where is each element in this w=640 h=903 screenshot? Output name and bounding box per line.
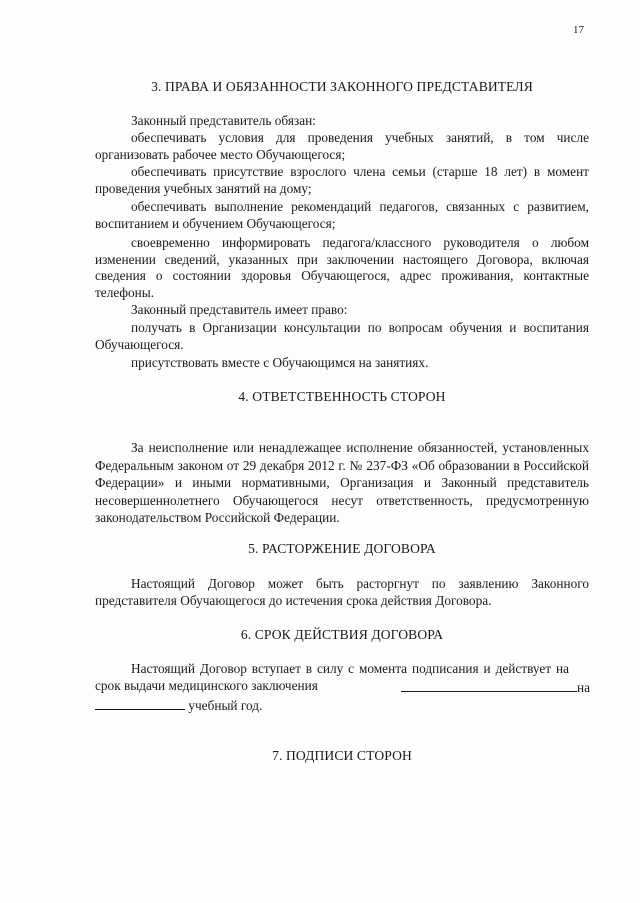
school-year-suffix: учебный год. [188,698,263,713]
right-1: получать в Организации консультации по вопросам обучения и воспитания Обучающегося. [95,320,589,352]
page-number: 17 [573,24,584,36]
section-5-heading: 5. РАСТОРЖЕНИЕ ДОГОВОРА [248,541,436,556]
section-5-text: Настоящий Договор может быть расторгнут по заявлению Законного представителя Обучающегося до истечения срока действия Договора. [95,576,589,608]
obliged-intro: Законный представитель обязан: [131,113,316,128]
section-3-heading: 3. ПРАВА И ОБЯЗАННОСТИ ЗАКОННОГО ПРЕДСТАВИТЕЛЯ [151,79,533,94]
word-na: на [577,680,591,695]
rights-intro: Законный представитель имеет право: [131,302,348,317]
section-4-text: За неисполнение или ненадлежащее исполнение обязанностей, установленных Федеральным законом от 29 декабря 2012 г. № 237-ФЗ «Об образовании в Российской Федерации» и иными нормативными, Организация и Законный представитель несовершеннолетнего Обучающегося несут ответственность, предусмотренную законодательством Российской Федерации. [95,440,589,526]
school-year-line [95,697,589,715]
medical-term-field [401,679,640,697]
duty-3: обеспечивать выполнение рекомендаций педагогов, связанных с развитием, воспитанием и обучением Обучающегося; [95,199,589,231]
school-year-blank [95,697,185,710]
duty-2: обеспечивать присутствие взрослого члена семьи (старше 18 лет) в момент проведения учебных занятий на дому; [95,164,589,196]
section-6-heading: 6. СРОК ДЕЙСТВИЯ ДОГОВОРА [240,627,444,642]
right-2: присутствовать вместе с Обучающимся на занятиях. [131,355,429,370]
section-7-heading: 7. ПОДПИСИ СТОРОН [272,748,412,763]
section-6-text-main: Настоящий Договор вступает в силу с момента подписания и действует на срок выдачи медицинского заключения [95,661,569,693]
duty-4: своевременно информировать педагога/классного руководителя о любом изменении сведений, указанных при заключении настоящего Договора, включая сведения о состоянии здоровья Обучающегося, адрес проживания, контактные телефоны. [95,235,589,300]
section-4-heading: 4. ОТВЕТСТВЕННОСТЬ СТОРОН [238,389,446,404]
duty-1: обеспечивать условия для проведения учебных занятий, в том числе организовать рабочее место Обучающегося; [95,130,589,162]
medical-term-blank [401,679,577,692]
